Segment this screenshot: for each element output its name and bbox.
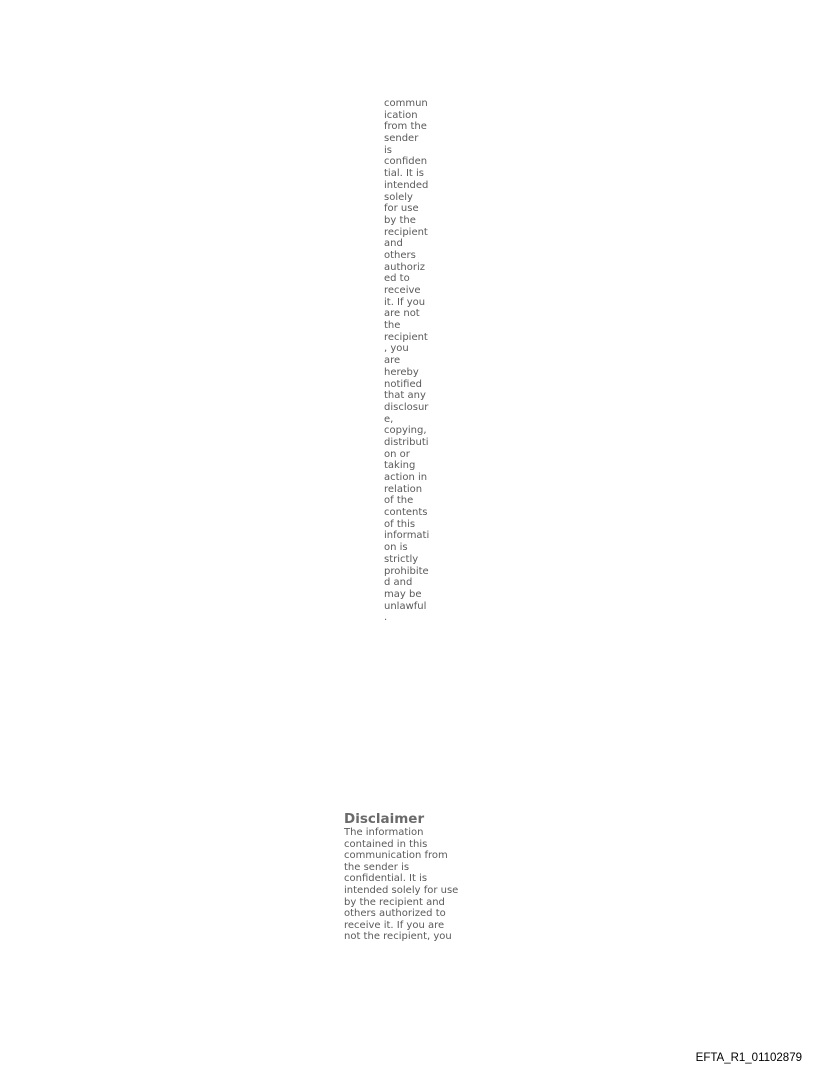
text-line: others bbox=[384, 249, 416, 261]
text-line: on is bbox=[384, 542, 408, 554]
text-line: contents bbox=[384, 507, 428, 519]
text-line: receive it. If you are bbox=[344, 919, 445, 931]
text-line: e, bbox=[384, 413, 394, 425]
disclaimer-title: Disclaimer bbox=[344, 811, 425, 827]
text-line: receive bbox=[384, 285, 421, 296]
text-line: unlawful bbox=[384, 600, 427, 612]
text-line: ed to bbox=[384, 273, 410, 285]
text-line: from the bbox=[384, 121, 427, 133]
text-line: may be bbox=[384, 588, 422, 600]
text-line: distributi bbox=[384, 436, 429, 448]
text-line: commun bbox=[384, 98, 428, 109]
text-line: authoriz bbox=[384, 261, 425, 273]
text-line: copying, bbox=[384, 425, 427, 437]
disclaimer-body bbox=[344, 827, 484, 943]
text-line: it. If you bbox=[384, 296, 426, 308]
text-line: confidential. It is bbox=[344, 873, 428, 885]
text-line: others authorized to bbox=[344, 908, 446, 920]
text-line: recipient bbox=[384, 226, 428, 238]
text-line: of the bbox=[384, 495, 414, 507]
text-line: confiden bbox=[384, 156, 428, 168]
text-line: action in bbox=[384, 472, 428, 483]
document-id-footer: EFTA_R1_01102879 bbox=[695, 1052, 802, 1064]
text-line: tial. It is bbox=[384, 168, 424, 180]
text-line: of this bbox=[384, 518, 416, 530]
text-line: and bbox=[384, 238, 403, 250]
text-line: hereby bbox=[384, 366, 419, 378]
text-line: , you bbox=[384, 343, 409, 355]
text-line: recipient bbox=[384, 331, 428, 343]
text-line: on or bbox=[384, 448, 410, 460]
text-line: is bbox=[384, 144, 392, 156]
text-line: by the bbox=[384, 214, 416, 226]
text-line: for use bbox=[384, 203, 419, 215]
text-line: taking bbox=[384, 460, 416, 472]
text-line: by the recipient and bbox=[344, 896, 445, 908]
text-line: . bbox=[384, 612, 388, 624]
text-line: sender bbox=[384, 133, 419, 145]
text-line: intended bbox=[384, 179, 429, 191]
text-line: that any bbox=[384, 390, 426, 402]
text-line: are bbox=[384, 355, 401, 367]
text-line: intended solely for use bbox=[344, 884, 459, 896]
text-line: notified bbox=[384, 378, 422, 390]
text-line: relation bbox=[384, 483, 423, 495]
text-line: informati bbox=[384, 530, 430, 542]
narrow-confidentiality-text bbox=[384, 98, 454, 624]
text-line: d and bbox=[384, 577, 413, 589]
text-line: ication bbox=[384, 109, 418, 121]
text-line: solely bbox=[384, 191, 413, 203]
text-line: strictly bbox=[384, 553, 419, 565]
text-line: the bbox=[384, 320, 401, 332]
text-line: the sender is bbox=[344, 861, 410, 873]
disclaimer-block bbox=[344, 811, 484, 943]
text-line: communication from bbox=[344, 850, 448, 862]
text-line: contained in this bbox=[344, 838, 428, 850]
text-line: disclosur bbox=[384, 401, 429, 413]
text-line: The information bbox=[344, 827, 424, 838]
text-line: not the recipient, you bbox=[344, 931, 452, 943]
text-line: are not bbox=[384, 308, 420, 320]
text-line: prohibite bbox=[384, 565, 429, 577]
